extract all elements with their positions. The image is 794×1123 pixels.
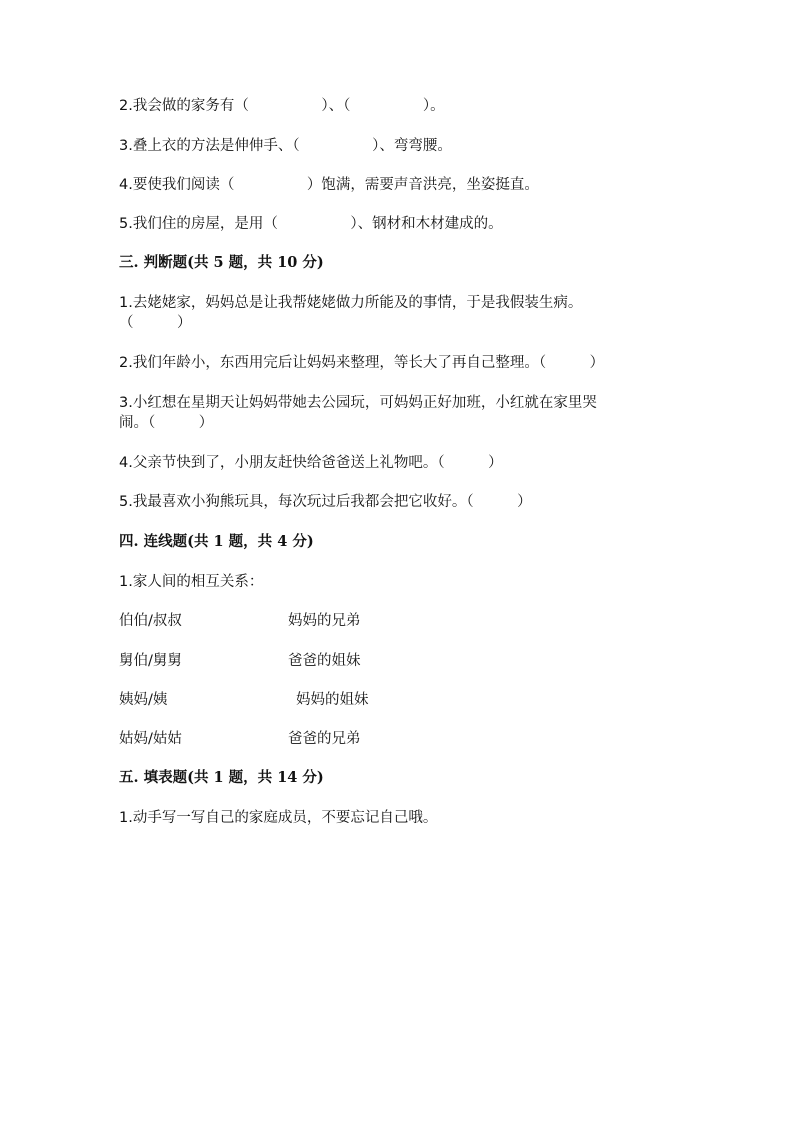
matching-right-item: 爸爸的姐妹 bbox=[288, 653, 361, 669]
table-question-1: 1.动手写一写自己的家庭成员，不要忘记自己哦。 bbox=[119, 810, 438, 826]
judge-question-2: 2.我们年龄小，东西用完后让妈妈来整理，等长大了再自己整理。（ ） bbox=[119, 355, 605, 371]
matching-left-item: 姑妈/姑姑 bbox=[119, 731, 182, 747]
matching-left-item: 伯伯/叔叔 bbox=[119, 613, 182, 629]
matching-right-item: 爸爸的兄弟 bbox=[288, 731, 361, 747]
judge-question-1-answer: （ ） bbox=[119, 315, 192, 331]
matching-left-item: 姨妈/姨 bbox=[119, 692, 168, 708]
matching-right-item: 妈妈的兄弟 bbox=[288, 613, 361, 629]
fill-blank-question-3: 3.叠上衣的方法是伸伸手、（ ）、弯弯腰。 bbox=[119, 138, 452, 154]
fill-blank-question-2: 2.我会做的家务有（ ）、（ ）。 bbox=[119, 98, 445, 114]
judge-question-5: 5.我最喜欢小狗熊玩具，每次玩过后我都会把它收好。（ ） bbox=[119, 494, 532, 510]
matching-question-1: 1.家人间的相互关系： bbox=[119, 574, 264, 590]
fill-blank-question-4: 4.要使我们阅读（ ）饱满，需要声音洪亮，坐姿挺直。 bbox=[119, 177, 539, 193]
judge-question-4: 4.父亲节快到了，小朋友赶快给爸爸送上礼物吧。（ ） bbox=[119, 455, 503, 471]
judge-question-1: 1.去姥姥家，妈妈总是让我帮姥姥做力所能及的事情，于是我假装生病。 bbox=[119, 295, 583, 311]
matching-right-item: 妈妈的姐妹 bbox=[296, 692, 369, 708]
judge-section-heading: 三. 判断题(共 5 题，共 10 分) bbox=[119, 254, 324, 271]
table-section-heading: 五. 填表题(共 1 题，共 14 分) bbox=[119, 769, 324, 786]
matching-section-heading: 四. 连线题(共 1 题，共 4 分) bbox=[119, 533, 314, 550]
judge-question-3-cont: 闹。（ ） bbox=[119, 415, 214, 431]
fill-blank-question-5: 5.我们住的房屋，是用（ ）、钢材和木材建成的。 bbox=[119, 216, 503, 232]
judge-question-3: 3.小红想在星期天让妈妈带她去公园玩，可妈妈正好加班，小红就在家里哭 bbox=[119, 395, 597, 411]
matching-left-item: 舅伯/舅舅 bbox=[119, 653, 182, 669]
